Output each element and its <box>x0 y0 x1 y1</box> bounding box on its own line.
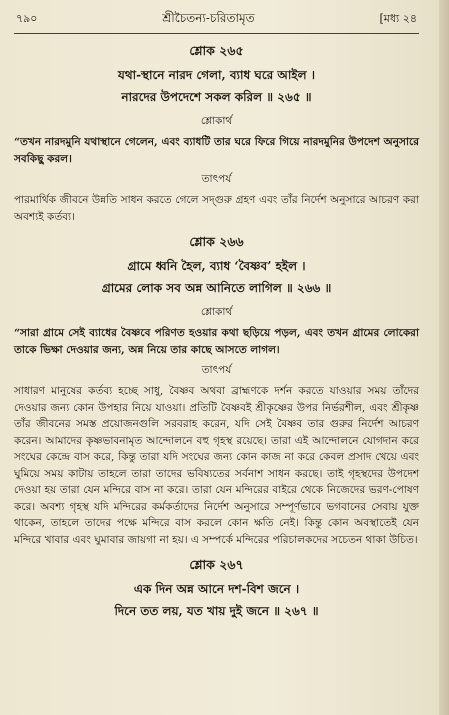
page-header <box>14 8 419 34</box>
verse-267-line-1: এক দিন অন্ন আনে দশ-বিশ জনে । <box>133 582 300 596</box>
verse-266-heading: শ্লোক ২৬৬ <box>189 234 244 249</box>
verse-266-line-2: গ্রামের লোক সব অন্ন আনিতে লাগিল ॥ ২৬৬ ॥ <box>101 281 332 295</box>
verse-265-translation: “তখন নারদমুনি যথাস্থানে গেলেন, এবং ব্যাধটি তার ঘরে ফিরে গিয়ে নারদমুনির উপদেশ অনুসারে সবকিছু করল। <box>14 136 419 165</box>
verse-265-heading: শ্লোক ২৬৫ <box>189 43 244 58</box>
verse-266-translation-label: শ্লোকার্থ <box>200 306 233 318</box>
page-number: ৭৯০ <box>16 12 38 25</box>
verse-265-translation-label: শ্লোকার্থ <box>200 115 233 127</box>
verse-265-purport: পারমার্থিক জীবনে উন্নতি সাধন করতে গেলে সদ্‌গুরু গ্রহণ এবং তাঁর নির্দেশ অনুসারে আচরণ করা অবশ্যই কর্তব্য। <box>14 194 419 223</box>
verse-266-translation: “সারা গ্রামে সেই ব্যাধের বৈষ্ণবে পরিণত হওয়ার কথা ছড়িয়ে পড়ল, এবং তখন গ্রামের লোকেরা তাকে ভিক্ষা দেওয়ার জন্য, অন্ন নিয়ে তার কাছে আসতে লাগল। <box>14 327 419 356</box>
verse-265-line-1: যথা-স্থানে নারদ গেলা, ব্যাধ ঘরে আইল । <box>117 68 316 82</box>
page-edge <box>439 0 449 715</box>
verse-265-purport-label: তাৎপর্য <box>201 173 232 185</box>
book-title: শ্রীচৈতন্য-চরিতামৃত <box>162 11 255 25</box>
verse-265-line-2: নারদের উপদেশে সকল করিল ॥ ২৬৫ ॥ <box>121 90 312 104</box>
section-label: [মধ্য ২৪ <box>379 12 417 25</box>
verse-266-line-1: গ্রামে ধ্বনি হৈল, ব্যাধ ‘বৈষ্ণব’ হইল । <box>127 259 306 273</box>
verse-266-purport-label: তাৎপর্য <box>201 364 232 376</box>
verse-267-line-2: দিনে তত লয়, যত খায় দুই জনে ॥ ২৬৭ ॥ <box>114 604 319 618</box>
verse-267-heading: শ্লোক ২৬৭ <box>189 557 244 572</box>
verse-266-purport: সাধারণ মানুষের কর্তব্য হচ্ছে সাধু, বৈষ্ণব অথবা ব্রাহ্মণকে দর্শন করতে যাওয়ার সময় তাঁদের দেওয়ার জন্য কোন উপহার নিয়ে যাওয়া। প্রতিটি বৈষ্ণবই শ্রীকৃষ্ণের উপর নির্ভরশীল, এবং শ্রীকৃষ্ণ তাঁর জীবনের সমস্ত প্রয়োজনগুলি সরবরাহ করেন, যদি সেই বৈষ্ণব তার গুরুর নির্দেশ আচরণ করেন। আমাদের কৃষ্ণভাবনামৃত আন্দোলনে বহু গৃহস্থ রয়েছে। তারা এই আন্দোলনে যোগদান করে সংঘের কেন্দ্রে বাস করে, কিন্তু তারা যদি সংঘের জন্য কোন কাজ না করে কেবল প্রসাদ খেয়ে এবং ঘুমিয়ে সময় কাটায় তাহলে তারা তাদের ভবিষ্যতের সর্বনাশ সাধন করছে। তাই গৃহস্থদের উপদেশ দেওয়া হয় তারা যেন মন্দিরে বাস না করে। তারা যেন মন্দিরের বাইরে থেকে নিজেদের ভরণ-পোষণ করে। অবশ্য গৃহস্থ যদি মন্দিরের কর্মকর্তাদের নির্দেশ অনুসারে সম্পূর্ণভাবে ভগবানের সেবায় যুক্ত থাকেন, তাহলে তাদের পক্ষে মন্দিরে বাস করলে কোন ক্ষতি নেই। কিন্তু কোন অবস্থাতেই যেন মন্দিরে খাবার এবং ঘুমাবার জায়গা না হয়। এ সম্পর্কে মন্দিরের পরিচালকদের সচেতন থাকা উচিত। <box>14 385 419 546</box>
